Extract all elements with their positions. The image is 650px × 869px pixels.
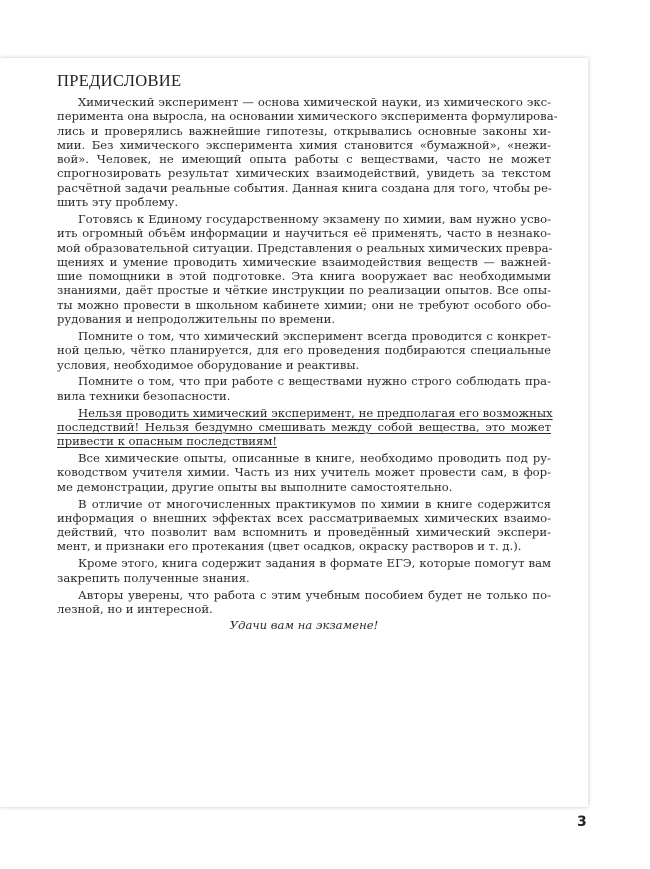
text-line: мии. Без химического эксперимента химия становится «бумажной», «нежи-	[57, 137, 551, 152]
paragraph	[57, 556, 551, 585]
paragraph	[57, 588, 551, 617]
safety-warning-paragraph	[57, 406, 551, 449]
text-line: В отличие от многочисленных практикумов по химии в книге содержится	[78, 496, 551, 511]
text-line: перимента она выросла, на основании химического эксперимента формулирова-	[57, 109, 558, 124]
text-line: ной целью, чётко планируется, для его проведения подбираются специальные	[57, 343, 551, 358]
paragraph	[57, 497, 551, 554]
text-line: Готовясь к Единому государственному экзамену по химии, вам нужно усво-	[78, 211, 551, 226]
text-line: шие помощники в этой подготовке. Эта книга вооружает вас необходимыми	[57, 269, 551, 284]
paragraph	[57, 212, 551, 326]
text-line: условия, необходимое оборудование и реактивы.	[57, 357, 360, 372]
text-line: Нельзя проводить химический эксперимент, не предполагая его возможных	[78, 405, 553, 420]
text-line: ме демонстрации, другие опыты вы выполните самостоятельно.	[57, 479, 453, 494]
text-line: вила техники безопасности.	[57, 388, 231, 403]
text-line: последствий! Нельзя бездумно смешивать между собой вещества, это может	[57, 419, 551, 434]
text-line: расчётной задачи реальные события. Данная книга создана для того, чтобы ре-	[57, 180, 552, 195]
text-line: мент, и признаки его протекания (цвет осадков, окраску растворов и т. д.).	[57, 539, 522, 554]
text-line: Все химические опыты, описанные в книге, необходимо проводить под ру-	[78, 451, 551, 466]
text-line: Химический эксперимент — основа химической науки, из химического экс-	[78, 95, 551, 109]
page-title: ПРЕДИСЛОВИЕ	[57, 71, 182, 90]
text-line: Кроме этого, книга содержит задания в формате ЕГЭ, которые помогут вам	[78, 556, 551, 571]
closing-wish: Удачи вам на экзамене!	[229, 618, 379, 633]
book-page	[0, 58, 588, 807]
text-line: ты можно провести в школьном кабинете химии; они не требуют особого обо-	[57, 297, 551, 312]
paragraph	[57, 329, 551, 372]
text-line: рудования и непродолжительны по времени.	[57, 312, 336, 327]
text-line: действий, что позволит вам вспомнить и проведённый химический экспери-	[57, 525, 551, 540]
text-line: лезной, но и интересной.	[57, 601, 213, 616]
text-line: Авторы уверены, что работа с этим учебным пособием будет не только по-	[78, 587, 551, 602]
text-line: шить эту проблему.	[57, 195, 179, 210]
page-number: 3	[577, 814, 587, 830]
paragraph	[57, 374, 551, 403]
text-line: знаниями, даёт простые и чёткие инструкции по реализации опытов. Все опы-	[57, 283, 551, 298]
preface-body	[57, 95, 558, 633]
text-line: привести к опасным последствиям!	[57, 434, 278, 449]
text-line: закрепить полученные знания.	[57, 570, 250, 585]
text-line: Помните о том, что при работе с веществами нужно строго соблюдать пра-	[78, 374, 551, 389]
text-line: лись и проверялись важнейшие гипотезы, открывались основные законы хи-	[57, 123, 551, 138]
text-line: щениях и умение проводить химические взаимодействия веществ — важней-	[57, 254, 551, 269]
text-line: ководством учителя химии. Часть из них учитель может провести сам, в фор-	[57, 465, 551, 480]
text-line: Помните о том, что химический эксперимент всегда проводится с конкрет-	[78, 328, 551, 343]
text-line: ить огромный объём информации и научиться её применять, часто в незнако-	[57, 226, 551, 241]
paragraph	[57, 95, 558, 210]
text-line: мой образовательной ситуации. Представления о реальных химических превра-	[57, 240, 553, 255]
text-line: информация о внешних эффектах всех рассматриваемых химических взаимо-	[57, 510, 551, 525]
text-line: вой». Человек, не имеющий опыта работы с веществами, часто не может	[57, 152, 551, 167]
paragraph	[57, 451, 551, 494]
text-line: спрогнозировать результат химических взаимодействий, увидеть за текстом	[57, 166, 551, 181]
